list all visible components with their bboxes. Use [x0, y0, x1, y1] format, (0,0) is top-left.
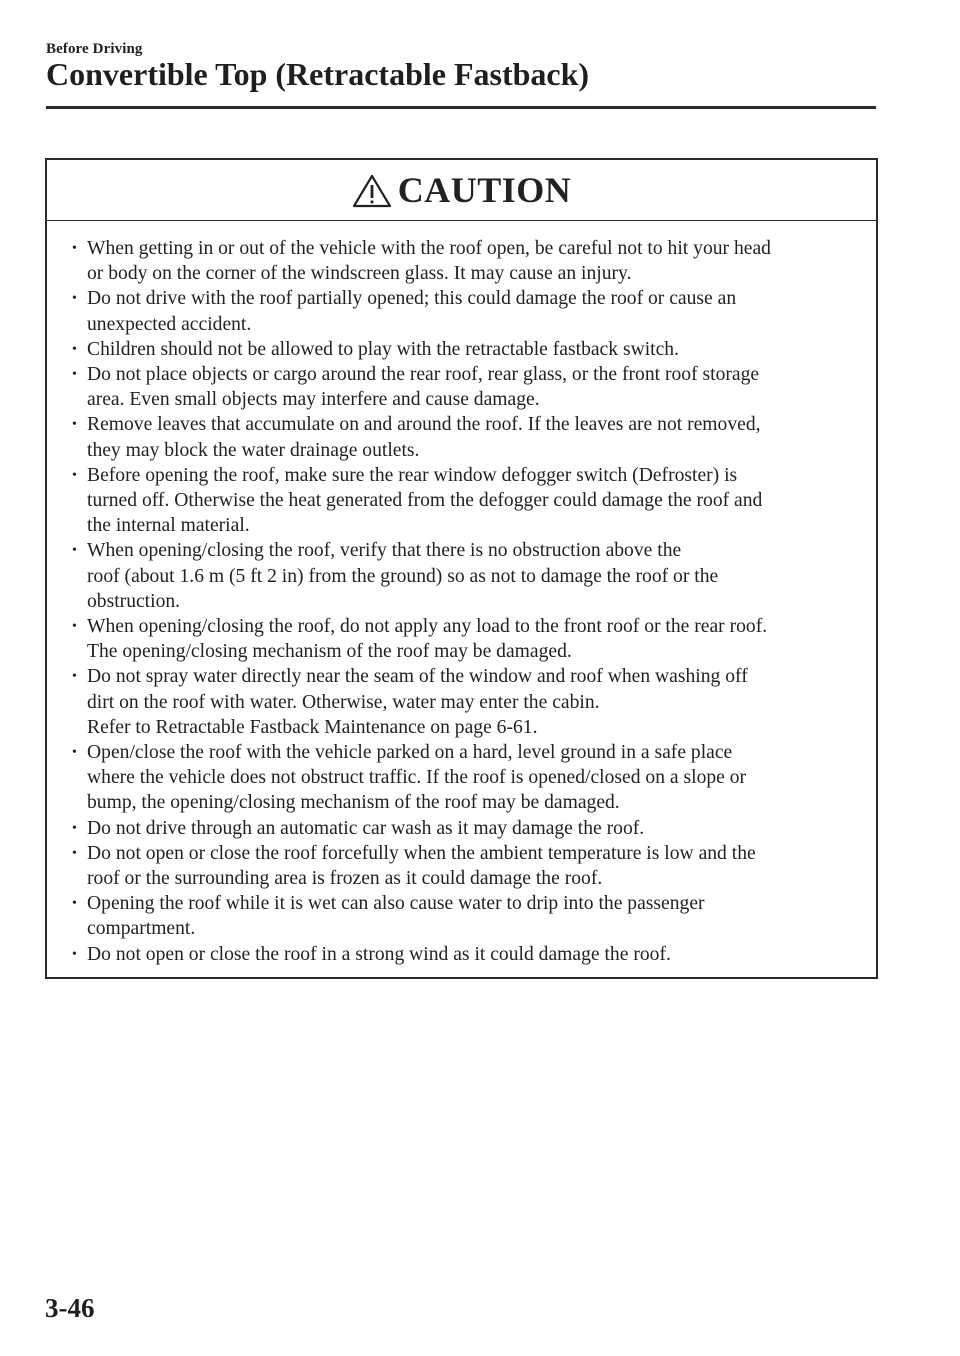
caution-item-line: where the vehicle does not obstruct traffic. If the roof is opened/closed on a slope or [87, 767, 747, 789]
bullet-icon: • [72, 467, 77, 483]
caution-item-line: Children should not be allowed to play with the retractable fastback switch. [87, 338, 680, 360]
bullet-icon: • [72, 367, 77, 383]
caution-item-line: Refer to Retractable Fastback Maintenance on page 6-61. [87, 716, 538, 738]
bullet-icon: • [72, 669, 77, 685]
caution-item-line: the internal material. [87, 515, 250, 537]
caution-box [45, 158, 878, 979]
section-label: Before Driving [46, 41, 143, 57]
caution-item [47, 286, 876, 336]
caution-item-line: Do not open or close the roof forcefully when the ambient temperature is low and the [87, 842, 756, 864]
caution-item-line: When opening/closing the roof, verify that there is no obstruction above the [87, 540, 682, 562]
caution-item-line: bump, the opening/closing mechanism of the roof may be damaged. [87, 792, 620, 814]
caution-item-line: Do not drive through an automatic car wash as it may damage the roof. [87, 817, 645, 839]
caution-item-line: Before opening the roof, make sure the rear window defogger switch (Defroster) is [87, 464, 738, 486]
caution-item [47, 538, 876, 614]
caution-item [47, 362, 876, 412]
caution-item-line: they may block the water drainage outlets. [87, 439, 420, 461]
bullet-icon: • [72, 820, 77, 836]
bullet-icon: • [72, 417, 77, 433]
caution-item-line: area. Even small objects may interfere and cause damage. [87, 389, 540, 411]
caution-item-line: Do not drive with the roof partially opened; this could damage the roof or cause an [87, 288, 737, 310]
title-divider [46, 106, 876, 109]
caution-list [47, 236, 876, 967]
caution-item-line: roof or the surrounding area is frozen as it could damage the roof. [87, 868, 603, 890]
bullet-icon: • [72, 341, 77, 357]
bullet-icon: • [72, 241, 77, 256]
page-number: 3-46 [45, 1293, 95, 1323]
caution-item-line: Do not open or close the roof in a strong wind as it could damage the roof. [87, 943, 671, 965]
caution-title: CAUTION [397, 170, 572, 210]
caution-item [47, 664, 876, 740]
caution-item [47, 740, 876, 816]
caution-item-line: unexpected accident. [87, 313, 252, 335]
caution-item-line: Do not spray water directly near the seam of the window and roof when washing off [87, 666, 748, 688]
caution-item-line: The opening/closing mechanism of the roof may be damaged. [87, 641, 572, 663]
bullet-icon: • [72, 619, 77, 635]
bullet-icon: • [72, 896, 77, 912]
bullet-icon: • [72, 745, 77, 761]
bullet-icon: • [72, 291, 77, 307]
caution-item-line: Open/close the roof with the vehicle parked on a hard, level ground in a safe place [87, 742, 733, 764]
page-title: Convertible Top (Retractable Fastback) [46, 56, 590, 92]
caution-item-line: When getting in or out of the vehicle with the roof open, be careful not to hit your head [87, 238, 771, 259]
bullet-icon: • [72, 845, 77, 861]
caution-item [47, 463, 876, 539]
caution-item-line: or body on the corner of the windscreen glass. It may cause an injury. [87, 263, 632, 285]
caution-item-line: When opening/closing the roof, do not apply any load to the front roof or the rear roof. [87, 616, 768, 638]
bullet-icon: • [72, 543, 77, 559]
caution-item [47, 412, 876, 462]
caution-header [47, 160, 876, 221]
caution-item-line: Opening the roof while it is wet can also cause water to drip into the passenger [87, 893, 705, 915]
caution-item [47, 942, 876, 967]
caution-item-line: dirt on the roof with water. Otherwise, water may enter the cabin. [87, 691, 600, 713]
caution-item [47, 841, 876, 891]
caution-item-line: turned off. Otherwise the heat generated from the defogger could damage the roof and [87, 490, 763, 512]
caution-item-line: compartment. [87, 918, 196, 940]
bullet-icon: • [72, 946, 77, 962]
caution-item-line: obstruction. [87, 590, 181, 612]
caution-item [47, 337, 876, 362]
caution-item-line: roof (about 1.6 m (5 ft 2 in) from the ground) so as not to damage the roof or the [87, 565, 719, 587]
caution-item-line: Do not place objects or cargo around the rear roof, rear glass, or the front roof storage [87, 364, 760, 386]
warning-triangle-icon [352, 174, 392, 208]
caution-item [47, 816, 876, 841]
caution-item-line: Remove leaves that accumulate on and around the roof. If the leaves are not removed, [87, 414, 761, 436]
caution-item [47, 236, 876, 286]
caution-item [47, 891, 876, 941]
caution-item [47, 614, 876, 664]
